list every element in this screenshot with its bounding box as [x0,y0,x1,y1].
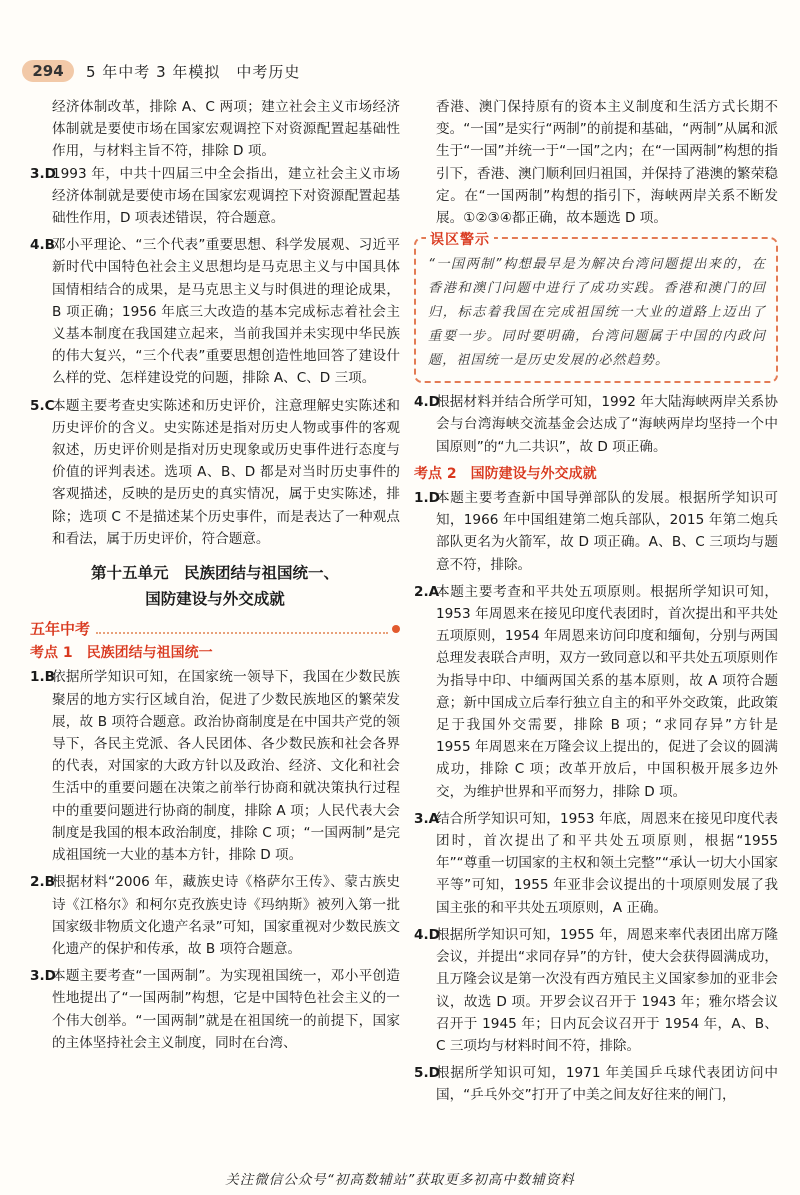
answer-text: 根据所学知识可知，1955 年，周恩来率代表团出席万隆会议，并提出“求同存异”的方针，使大会获得圆满成功，且万隆会议是第一次没有西方殖民主义国家参加的亚非会议，故选 D 项。开罗会议召开于 1943 年；雅尔塔会议召开于 1945 年；日内瓦会议召开于 1954 年，A、B、C 三项均与材料时间不符，排除。 [436,926,778,1054]
answer-number: 2.B [30,874,55,891]
answer-text: 1993 年，中共十四届三中全会指出，建立社会主义市场经济体制就是要使市场在国家宏观调控下对资源配置起基础性作用，D 项表述错误，符合题意。 [52,165,400,227]
answer-number: 4.D [414,926,440,943]
answer-item [30,234,400,389]
section-label: 五年中考 [30,620,91,639]
topic-heading: 考点 1 民族团结与祖国统一 [30,645,213,662]
answer-number: 1.D [414,490,440,507]
answer-number: 3.A [414,810,440,827]
answer-number: 1.B [30,669,55,686]
warning-title: 误区警示 [426,228,494,252]
answer-number: 3.D [30,968,56,985]
page-header [0,52,800,88]
answer-text: 根据所学知识可知，1971 年美国乒乓球代表团访问中国，“乒乓外交”打开了中美之间友好往来的闸门， [436,1065,778,1104]
dotted-divider [96,624,388,634]
warning-box [414,232,778,383]
answer-item [414,581,778,803]
answer-item [414,808,778,919]
answer-number: 3.D [30,165,56,182]
answer-number: 4.B [30,237,55,254]
answer-text: 本题主要考查新中国导弹部队的发展。根据所学知识可知，1966 年中国组建第二炮兵部队，2015 年第二炮兵部队更名为火箭军，故 D 项正确。A、B、C 三项均与题意不符，排除。 [436,490,778,573]
answer-text: 依据所学知识可知，在国家统一领导下，我国在少数民族聚居的地方实行区域自治，促进了少数民族地区的繁荣发展，故 B 项符合题意。政治协商制度是在中国共产党的领导下，各民主党派、各人民团体、各少数民族和社会各界的代表，对国家的大政方针以及政治、经济、文化和社会生活中的重要问题在决策之前举行协商和就决策执行过程中的重要问题进行协商的制度，排除 A 项；人民代表大会制度是我国的根本政治制度，排除 C 项；“一国两制”是完成祖国统一大业的基本方针，排除 D 项。 [52,669,400,864]
right-column [414,96,778,1112]
continuation-paragraph: 经济体制改革，排除 A、C 两项；建立社会主义市场经济体制就是要使市场在国家宏观调控下对资源配置起基础性作用，与材料主旨不符，排除 D 项。 [52,99,400,160]
answer-item [30,965,400,1054]
footer-note: 关注微信公众号“初高数辅站”获取更多初高中数辅资料 [225,1172,575,1188]
answer-number: 2.A [414,583,440,600]
answer-number: 4.D [414,394,440,411]
left-column [30,96,400,1059]
answer-text: 结合所学知识可知，1953 年底，周恩来在接见印度代表团时，首次提出了和平共处五项原则，根据“1955 年”“尊重一切国家的主权和领土完整”“承认一切大小国家平等”可知，1955 年亚非会议提出的十项原则发展了我国主张的和平共处五项原则，A 正确。 [436,810,778,916]
unit-title-line2: 国防建设与外交成就 [145,590,285,609]
answer-item [414,924,778,1057]
answer-item [414,1062,778,1106]
page-number: 294 [22,60,74,82]
bullet-dot-icon [392,625,400,633]
answer-text: 根据材料并结合所学可知，1992 年大陆海峡两岸关系协会与台湾海峡交流基金会达成了“海峡两岸均坚持一个中国原则”的“九二共识”，故 D 项正确。 [436,394,778,455]
unit-title [30,560,400,612]
answer-item [414,487,778,576]
answer-number: 5.C [30,397,55,414]
answer-item [30,666,400,866]
answer-text: 本题主要考查和平共处五项原则。根据所学知识可知，1953 年周恩来在接见印度代表团时，首次提出和平共处五项原则，1954 年周恩来访问印度和缅甸，分别与两国总理发表联合声明，双方一致同意以和平共处五项原则作为指导中印、中缅两国关系的基本原则，故 A 项符合题意；新中国成立后奉行独立自主的和平外交政策，此政策足于我国外交需要，排除 B 项；“求同存异”方针是 1955 年周恩来在万隆会议上提出的，促进了会议的圆满成功，排除 C 项；改革开放后，中国积极开展多边外交，为维护世界和平而努力，排除 D 项。 [436,583,778,800]
answer-text: 本题主要考查“一国两制”。为实现祖国统一，邓小平创造性地提出了“一国两制”构想，它是中国特色社会主义的一个伟大创举。“一国两制”就是在祖国统一的前提下，国家的主体坚持社会主义制度，同时在台湾、 [52,968,400,1051]
answer-text: 本题主要考查史实陈述和历史评价，注意理解史实陈述和历史评价的含义。史实陈述是指对历史人物或事件的客观叙述，历史评价则是指对历史现象或历史事件进行态度与价值的评判表述。选项 A、B、D 都是对当时历史事件的客观描述，反映的是历史的真实情况，属于史实陈述，排除；选项 C 不是描述某个历史事件，而是表达了一种观点和看法，属于历史评价，符合题意。 [52,397,400,547]
answer-text: 根据材料“2006 年，藏族史诗《格萨尔王传》、蒙古族史诗《江格尔》和柯尔克孜族史诗《玛纳斯》被列入第一批国家级非物质文化遗产名录”可知，国家重视对少数民族文化遗产的保护和传承，故 B 项符合题意。 [52,874,400,957]
answer-item [30,395,400,550]
topic-heading: 考点 2 国防建设与外交成就 [414,465,597,482]
answer-item [414,391,778,458]
continuation-paragraph: 香港、澳门保持原有的资本主义制度和生活方式长期不变。“一国”是实行“两制”的前提和基础，“两制”从属和派生于“一国”并统一于“一国”之内；在“一国两制”构想的指引下，香港、澳门顺利回归祖国，并保持了港澳的繁荣稳定。在“一国两制”构想的指引下，海峡两岸关系不断发展。①②③④都正确，故本题选 D 项。 [436,99,778,227]
answer-text: 邓小平理论、“三个代表”重要思想、科学发展观、习近平新时代中国特色社会主义思想均是马克思主义与中国具体国情相结合的成果，是马克思主义与时俱进的理论成果，B 项正确；1956 年底三大改造的基本完成标志着社会主义基本制度在我国建立起来，当前我国并未实现中华民族的伟大复兴，“三个代表”重要思想创造性地回答了建设什么样的党、怎样建设党的问题，排除 A、C、D 三项。 [52,237,400,387]
answer-item [30,871,400,960]
warning-text: “一国两制”构想最早是为解决台湾问题提出来的，在香港和澳门问题中进行了成功实践。香港和澳门的回归，标志着我国在完成祖国统一大业的道路上迈出了重要一步。同时要明确，台湾问题属于中国的内政问题，祖国统一是历史发展的必然趋势。 [428,257,766,369]
section-banner [30,618,400,640]
answer-number: 5.D [414,1065,440,1082]
answer-item [30,163,400,230]
unit-title-line1: 第十五单元 民族团结与祖国统一、 [90,564,339,583]
book-title: 5 年中考 3 年模拟 中考历史 [86,63,301,81]
